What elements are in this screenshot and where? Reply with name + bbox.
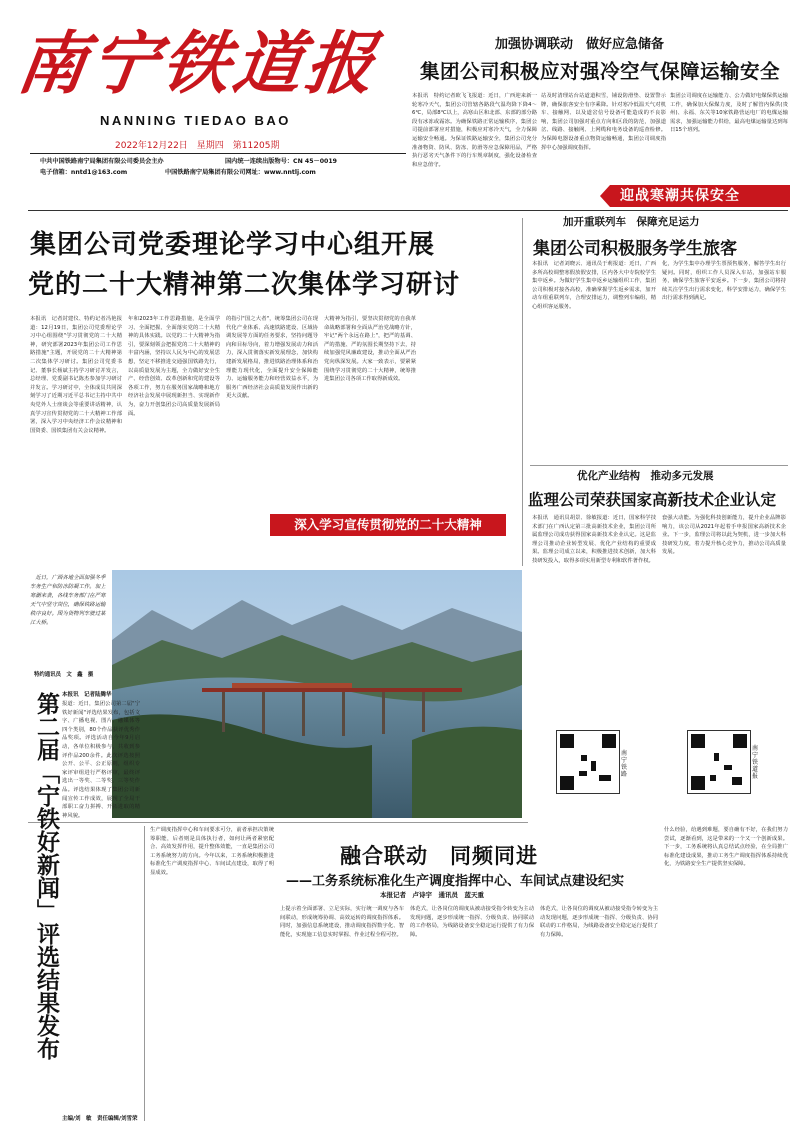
side-story-body: 报道：近日，集团公司第二届"宁铁好新闻"评选结果发布，包括文字、广播电视、图片、融媒体等四个类别，80个作品获评优秀作品奖项。评选活动自今年9月启动，各单位积极参与，共收到参评作品200余件。此次评选按照公开、公平、公正原则，组织专家评审组进行严格评审，最终评选出一等奖、二等奖、三等奖作品。评选结果体现了集团公司新闻宣传工作成效，展现了全局干部职工奋力拼搏、开拓进取的精神风貌。: [62, 701, 140, 819]
tech-story-headline: 监理公司荣获国家高新技术企业认定: [528, 491, 777, 509]
main-headline-line-1: 集团公司党委理论学习中心组开展: [30, 230, 436, 260]
cn-number: 国内统一连续出版物号：CN 45－0019: [225, 158, 337, 165]
qr-code-paper[interactable]: [687, 730, 751, 794]
bottom-story-kicker: 融合联动 同频同进: [340, 844, 538, 868]
qr-app-label: 南宁铁路: [621, 750, 628, 778]
top-story-headline: 集团公司积极应对强冷空气保障运输安全: [420, 60, 781, 83]
student-story-headline: 集团公司积极服务学生旅客: [533, 239, 737, 259]
masthead-pinyin: NANNING TIEDAO BAO: [100, 113, 291, 128]
bottom-story-col-4: 什么经验，给遇到难题，要自确有不好，在我们努力尝试，逐渐看到，这是带来的一个又一个创新成果。下一步，工务系统将认真总结试点经验，在全局推广标准化建设成果，推动工务生产调度指挥体系持续优化，为铁路安全生产提供坚实保障。: [664, 827, 788, 868]
masthead-logo: [12, 24, 398, 104]
bottom-story-col-1: 生产调度指挥中心和车间要求可分，前者承担决策统筹职能，后者则是具体执行者，如何让两者紧密配合、高效发挥作用，提升整体效能，一直是集团公司工务系统努力的方向。今年以来，工务系统积极推进标准化生产调度指挥中心、车间试点建设，取得了明显成效。: [150, 827, 274, 876]
top-story-col-3: 集团公司调度在运输能力、公力做好电煤保供运输工作，确保加大保煤力度，及时了解管内保供(贵州)、永福、东关等10家铁路营运电厂的电煤运输需求，加强运输能力供给，最高电煤运输量达到每日15个班列。: [670, 93, 788, 134]
campaign-banner-arrow: [600, 185, 610, 207]
photo-landscape: [112, 570, 522, 818]
email: 电子信箱：nntd1@163.com: [40, 169, 128, 176]
main-story-col-3: 的指引"国之大者"，统筹集团公司在现代化产业体系、高速铁路建设、区域协调发展等方面的任务要求，坚持问题导向和目标导向，着力增强发展动力和活力，深入贯彻落实新发展理念，加快构建新发展格局，推进铁路治理体系和治理能力现代化，全面提升安全保障能力、运输服务能力和经营效益水平，为服务广西经济社会高质量发展作出新的更大贡献。: [226, 316, 318, 400]
publisher: 中共中国铁路南宁局集团有限公司委员会主办: [40, 158, 164, 165]
main-story-col-4: 大精神为指引，要坚决贯彻党的自我革命战略部署和全面从严治党战略方针，牢记"两个永远在路上"，把严的基调、严的措施、严的氛围长期坚持下去，持续加强党风廉政建设，推动全面从严治党向纵深发展。大家一致表示，要紧紧围绕学习贯彻党的二十大精神，统筹推进集团公司各项工作取得新成效。: [324, 316, 416, 383]
photo-credit: 特约通讯员 文 鑫 摄: [34, 672, 94, 678]
top-story-kicker: 加强协调联动 做好应急储备: [495, 37, 665, 52]
campaign-banner: [610, 185, 790, 207]
campaign-banner-text: 迎战寒潮共保安全: [620, 188, 740, 204]
main-headline-line-2: 党的二十大精神第二次集体学习研讨: [28, 270, 461, 300]
masthead-divider: [30, 153, 406, 154]
main-story-col-1: 本报讯 记者封建仪、特约记者冯艳报道：12月19日，集团公司党委理论学习中心组围绕"学习贯彻党的二十大精神，研究部署2023年集团公司工作思路措施"主题，开展党的二十大精神第二次集体学习研讨。集团公司党委书记、董事长杨斌主持学习研讨并发言，总经理、党委副书记陈杰参加学习研讨并发言。学习研讨中，全体成员共同深刻学习了近期习近平总书记主持中共中央党外人士座谈会等重要讲话精神，认真学习宣传贯彻党的二十大精神工作部署，深入学习中央经济工作会议精神和国资委、国铁集团有关会议精神。: [30, 316, 122, 434]
qr-code-app[interactable]: [556, 730, 620, 794]
issue-date: 2022年12月22日 星期四 第11205期: [115, 141, 280, 151]
student-story-divider: [530, 465, 788, 466]
tech-story-kicker: 优化产业结构 推动多元发展: [577, 470, 714, 482]
side-story-title: 第二届「宁铁好新闻」评选结果发布: [33, 692, 59, 1060]
study-banner: [270, 514, 506, 536]
side-divider: [144, 826, 145, 1121]
photo-caption: 近日，广西各地全面加强冬季车务生产和防冻防凝工作。加上寒潮来袭，各线车务部门在严寒天气中坚守岗位，确保铁路运输秩序良好。图为货物列车驶过某江大桥。: [30, 575, 106, 626]
bottom-story-byline: 本报记者 卢诗宇 通讯员 蓝天重: [380, 891, 484, 899]
study-banner-text: 深入学习宣传贯彻党的二十大精神: [294, 517, 482, 532]
masthead-title: 南宁铁道报: [12, 24, 384, 104]
side-story-byline: 本报讯 记者陆腾华: [62, 692, 112, 698]
website: 中国铁路南宁局集团有限公司网址：www.nntlj.com: [165, 169, 316, 176]
tech-story-col-2: 套强大动能。为强化科技创新能力，提升企业品牌影响力，该公司从2021年起着手申报国家高新技术企业。下一步，监理公司将以此为契机，进一步加大科技研发力度，着力提升核心竞争力，推动公司高质量发展。: [662, 515, 786, 556]
qr-paper-label: 南宁铁道报: [752, 745, 759, 780]
bottom-story-col-3: 体范式，让各岗位的调度从被动接受指令转变为主动发现问题，逐步形成统一指挥、分级负责、协同联动的工作格局，为线路设备安全稳定运行提供了有力保障。: [410, 906, 534, 938]
column-divider-main: [522, 218, 523, 566]
student-story-col-1: 本报讯 记者刘晓云、通讯员于莉报道：近日，广西多所高校调整寒假放假安排，区内各大中专院校学生集中返乡。为做好学生集中返乡运输组织工作，集团公司积极对接各高校，准确掌握学生返乡需求，加开动车组重联列车，合理安排运力，调整列车编组，精心组织客运服务。: [532, 261, 656, 310]
bottom-story-headline: ——工务系统标准化生产调度指挥中心、车间试点建设纪实: [286, 874, 625, 889]
top-story-col-2: 站及时清理站台站道道积雪，铺设防滑垫、设置警示牌，确保旅客安全有序乘降。针对寒冷低温天气对机车、接触网、以及道岔信号设备可能造成的不良影响，集团公司加强对重点方向和区段的防范，加强道岔、线路、接触网、上网缆和电务设备的巡查检修。为保障电器设备重点物资运输畅通，集团公司调度指挥中心加强调度指挥。: [541, 93, 666, 151]
editor-footer: 主编/刘 敏 责任编辑/刘雪荣: [62, 1116, 138, 1122]
student-story-col-2: 化，为学生集中办理学生票预售服务，解答学生出行疑问。同时，组织工作人员深入车站，加强站车服务，确保学生旅客平安返乡。下一步，集团公司将持续关注学生出行需求变化，科学安排运力，确保学生出行需求得到满足。: [662, 261, 786, 302]
student-story-kicker: 加开重联列车 保障充足运力: [563, 216, 700, 228]
bottom-story-col-5: 体范式，让各岗位的调度从被动接受指令转变为主动发现问题，逐步形成统一指挥、分级负责、协同联动的工作格局，为线路设备安全稳定运行提供了有力保障。: [540, 906, 658, 938]
news-photo: [112, 570, 522, 818]
bottom-story-col-2: 上提示着全面部署、立足实际，实行统一调度与各车间联动，形成统筹协调、高效运转的调度指挥体系。同时，加强信息系统建设，推动调度指挥数字化、智能化，实现施工信息实时掌握、作业过程全程可控。: [280, 906, 404, 938]
top-story-col-1: 本报讯 特约记者欧飞飞报道：近日，广西迎来新一轮寒冷天气，集团公司管辖各路段气温均降下降4～6℃，局部8℃以上，高寒山区和北部、东部的部分路段有冰冻或霜冻。为确保铁路正常运输秩序，集团公司提前部署应对措施，积极应对寒冷天气，全力保障运输安全畅通。为保证铁路运输安全，集团公司充分准备物资、防风、防冻、防滑等应急保障用品，严格执行恶劣天气条件下的行车规章制度，强化设备检查和应急值守。: [412, 93, 537, 168]
top-divider: [28, 210, 788, 211]
tech-story-col-1: 本报讯 通讯员胡景、徐敏报道：近日，国家科学技术部门在广西认定第三批高新技术企业，集团公司所属监理公司成功获得国家高新技术企业认定。这是监理公司推动企业转型发展、优化产业结构的重要成果。监理公司成立以来，积极推进技术创新，加大科技研发投入，取得多项实用新型专利和软件著作权。: [532, 515, 656, 564]
main-story-col-2: 年和2023年工作思路措施，是全面学习、全面把握、全面落实党的二十大精神的具体实践。以党的二十大精神为指引，要深刻领会把握党的二十大精神的丰富内涵，坚持以人民为中心的发展思想，坚定不移推进交通强国铁路先行，以高质量发展为主题，全力做好安全生产、经营创效、改革创新和党的建设等各项工作，努力在服务国家战略和地方经济社会发展中展现新担当、实现新作为，奋力开创集团公司高质量发展新局面。: [128, 316, 220, 417]
